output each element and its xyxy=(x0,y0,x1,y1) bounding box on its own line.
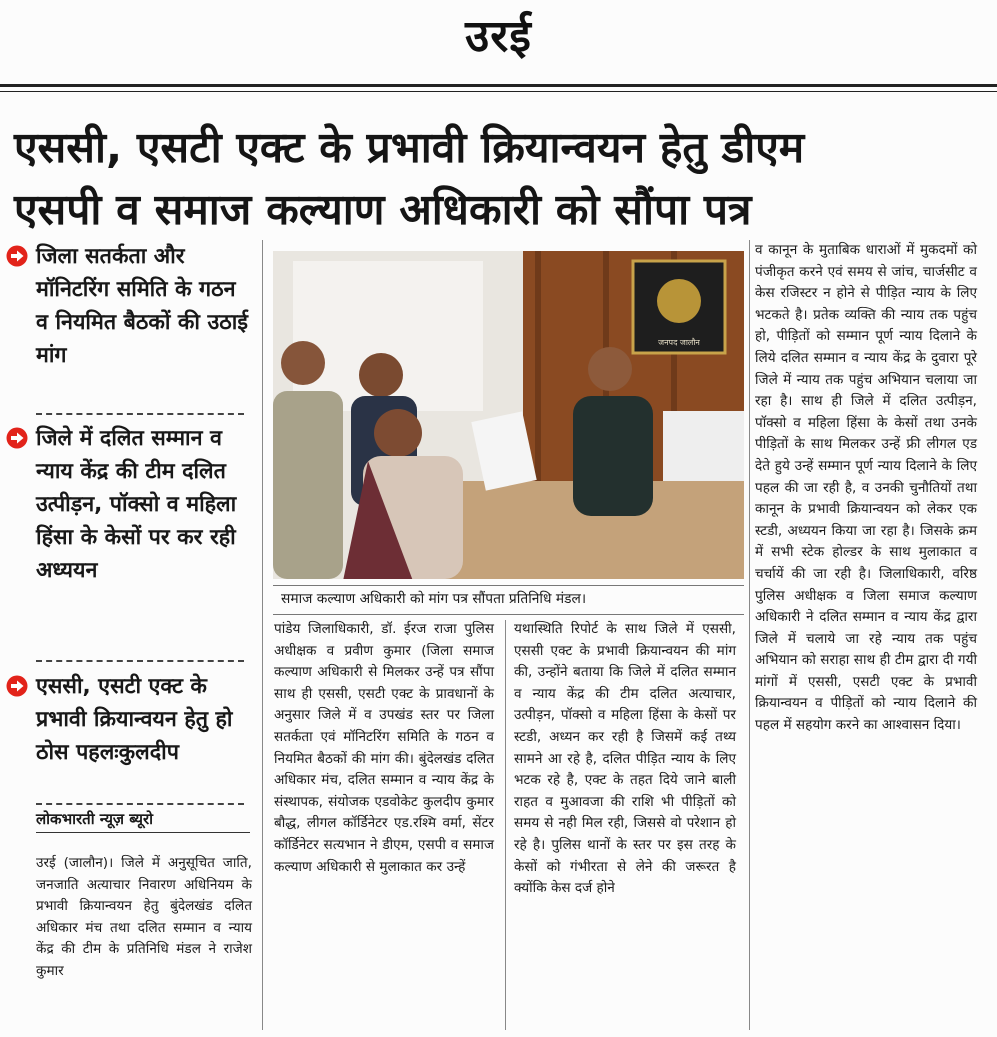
highlight-divider-3 xyxy=(36,803,244,805)
masthead-rule-thick xyxy=(0,84,997,87)
nameplate-text: जनपद जालौन xyxy=(658,338,700,347)
news-photo xyxy=(273,251,744,579)
highlight-item-2 xyxy=(36,422,252,587)
red-arrow-icon xyxy=(6,245,28,267)
photo-illustration xyxy=(273,251,744,579)
article-column-3 xyxy=(514,619,736,900)
headline xyxy=(14,120,989,244)
highlight-text-3: एससी, एसटी एक्ट के प्रभावी क्रियान्वयन हेतु हो ठोस पहलःकुलदीप xyxy=(36,674,233,765)
highlight-text-2: जिले में दलित सम्मान व न्याय केंद्र की टीम दलित उत्पीड़न, पॉक्सो व महिला हिंसा के केसों पर कर रही अध्ययन xyxy=(36,426,237,583)
column-rule xyxy=(749,240,750,1030)
red-arrow-icon xyxy=(6,675,28,697)
headline-line-2: एसपी व समाज कल्याण अधिकारी को सौंपा पत्र xyxy=(14,186,752,235)
section-title: उरई xyxy=(465,11,532,62)
highlight-divider-2 xyxy=(36,660,244,662)
column-rule xyxy=(262,240,263,1030)
caption-rule xyxy=(273,614,744,615)
headline-line-1: एससी, एसटी एक्ट के प्रभावी क्रियान्वयन हेतु डीएम xyxy=(14,124,805,173)
article-paragraph: पांडेय जिलाधिकारी, डॉ. ईरज राजा पुलिस अधीक्षक व प्रवीण कुमार (जिला समाज कल्याण अधिकारी से मिलकर उन्हें पत्र सौंपा साथ ही एससी, एसटी एक्ट के प्रावधानों के अनुसार जिले में व उपखंड स्तर पर जिला सतर्कता एवं मॉनिटरिंग समिति के गठन व नियमित बैठकों की मांग की। बुंदेलखंड दलित अधिकार मंच, दलित सम्मान व न्याय केंद्र के संस्थापक, संयोजक एडवोकेट कुलदीप कुमार बौद्ध, लीगल कॉर्डिनेटर एड.रश्मि वर्मा, सेंटर कॉर्डिनेटर सत्यभान ने डीएम, एसपी व समाज कल्याण अधिकारी से मुलाकात कर उन्हें xyxy=(274,621,494,875)
highlight-divider-1 xyxy=(36,413,244,415)
highlight-item-1 xyxy=(36,240,252,372)
article-paragraph: व कानून के मुताबिक धाराओं में मुकदमों को पंजीकृत करने एवं समय से जांच, चार्जसीट व केस रजिस्टर न होने से पीड़ित न्याय के लिए भटकते है। प्रतेक व्यक्ति की न्याय तक पहुंच हो, पीड़ितों को सम्मान पूर्ण न्याय दिलाने के लिये दलित सम्मान व न्याय केंद्र के दुवारा पूरे जिले में न्याय तक पहुंच अभियान चलाया जा रहा है। साथ ही जिले में दलित उत्पीड़न, पॉक्सो व महिला हिंसा के केसों तथा उनके पीड़ितों के साथ मिलकर उन्हें फ्री लीगल एड देते हुये उन्हें सम्मान पूर्ण न्याय दिलाने के लिए पहल की जा रही है, व उनकी चुनौतियों तथा कानून के प्रभावी क्रियान्वयन को लेकर एक स्टडी, अध्ययन किया जा रहा है। जिसके क्रम में सभी स्टेक होल्डर के साथ मुलाकात व चर्चायें की जा रही है। जिलाधिकारी, वरिष्ठ पुलिस अधीक्षक व जिला समाज कल्याण अधिकारी ने दलित सम्मान व न्याय केंद्र द्वारा जिले में चलाये जा रहे न्याय तक पहुंच अभियान को सराहा साथ ही टीम द्वारा दी गयी मांगों में एससी, एसटी एक्ट के प्रभावी क्रियान्वयन व पीड़ितों को न्याय दिलाने की पहल में सहयोग करने का आश्वासन दिया। xyxy=(755,242,977,734)
column-rule xyxy=(505,620,506,1030)
red-arrow-icon xyxy=(6,427,28,449)
article-column-2 xyxy=(274,619,494,878)
article-paragraph: उरई (जालौन)। जिले में अनुसूचित जाति, जनजाति अत्याचार निवारण अधिनियम के प्रभावी क्रियान्वयन हेतु बुंदेलखंड दलित अधिकार मंच तथा दलित सम्मान व न्याय केंद्र की टीम के प्रतिनिधि मंडल ने राजेश कुमार xyxy=(36,855,252,979)
article-column-1 xyxy=(36,853,252,983)
byline: लोकभारती न्यूज़ ब्यूरो xyxy=(36,810,154,828)
photo-caption: समाज कल्याण अधिकारी को मांग पत्र सौंपता प्रतिनिधि मंडल। xyxy=(281,591,587,607)
highlight-text-1: जिला सतर्कता और मॉनिटरिंग समिति के गठन व नियमित बैठकों की उठाई मांग xyxy=(36,244,248,368)
byline-rule xyxy=(36,832,250,833)
article-paragraph: यथास्थिति रिपोर्ट के साथ जिले में एससी, एससी एक्ट के प्रभावी क्रियान्वयन की मांग की, उन्होंने बताया कि जिले में दलित सम्मान व न्याय केंद्र की टीम दलित अत्याचार, उत्पीड़न, पॉक्सो व महिला हिंसा के केसों पर स्टडी, अध्यन कर रही है जिसमें कई तथ्य सामने आ रहे है, दलित पीड़ित न्याय के लिए भटक रहे है, एक्ट के तहत दिये जाने बाली राहत व मुआवजा की राशि भी पीड़ितों को समय से नही मिल रही, जिससे वो परेशान हो रहे है। पुलिस थानों के स्तर पर इस तरह के केसों को गंभीरता से लेने की जरूरत है क्योंकि केस दर्ज होने xyxy=(514,621,736,897)
article-column-4 xyxy=(755,240,977,737)
highlight-item-3 xyxy=(36,670,252,769)
photo-rule xyxy=(273,585,744,586)
masthead-rule-thin xyxy=(0,91,997,92)
